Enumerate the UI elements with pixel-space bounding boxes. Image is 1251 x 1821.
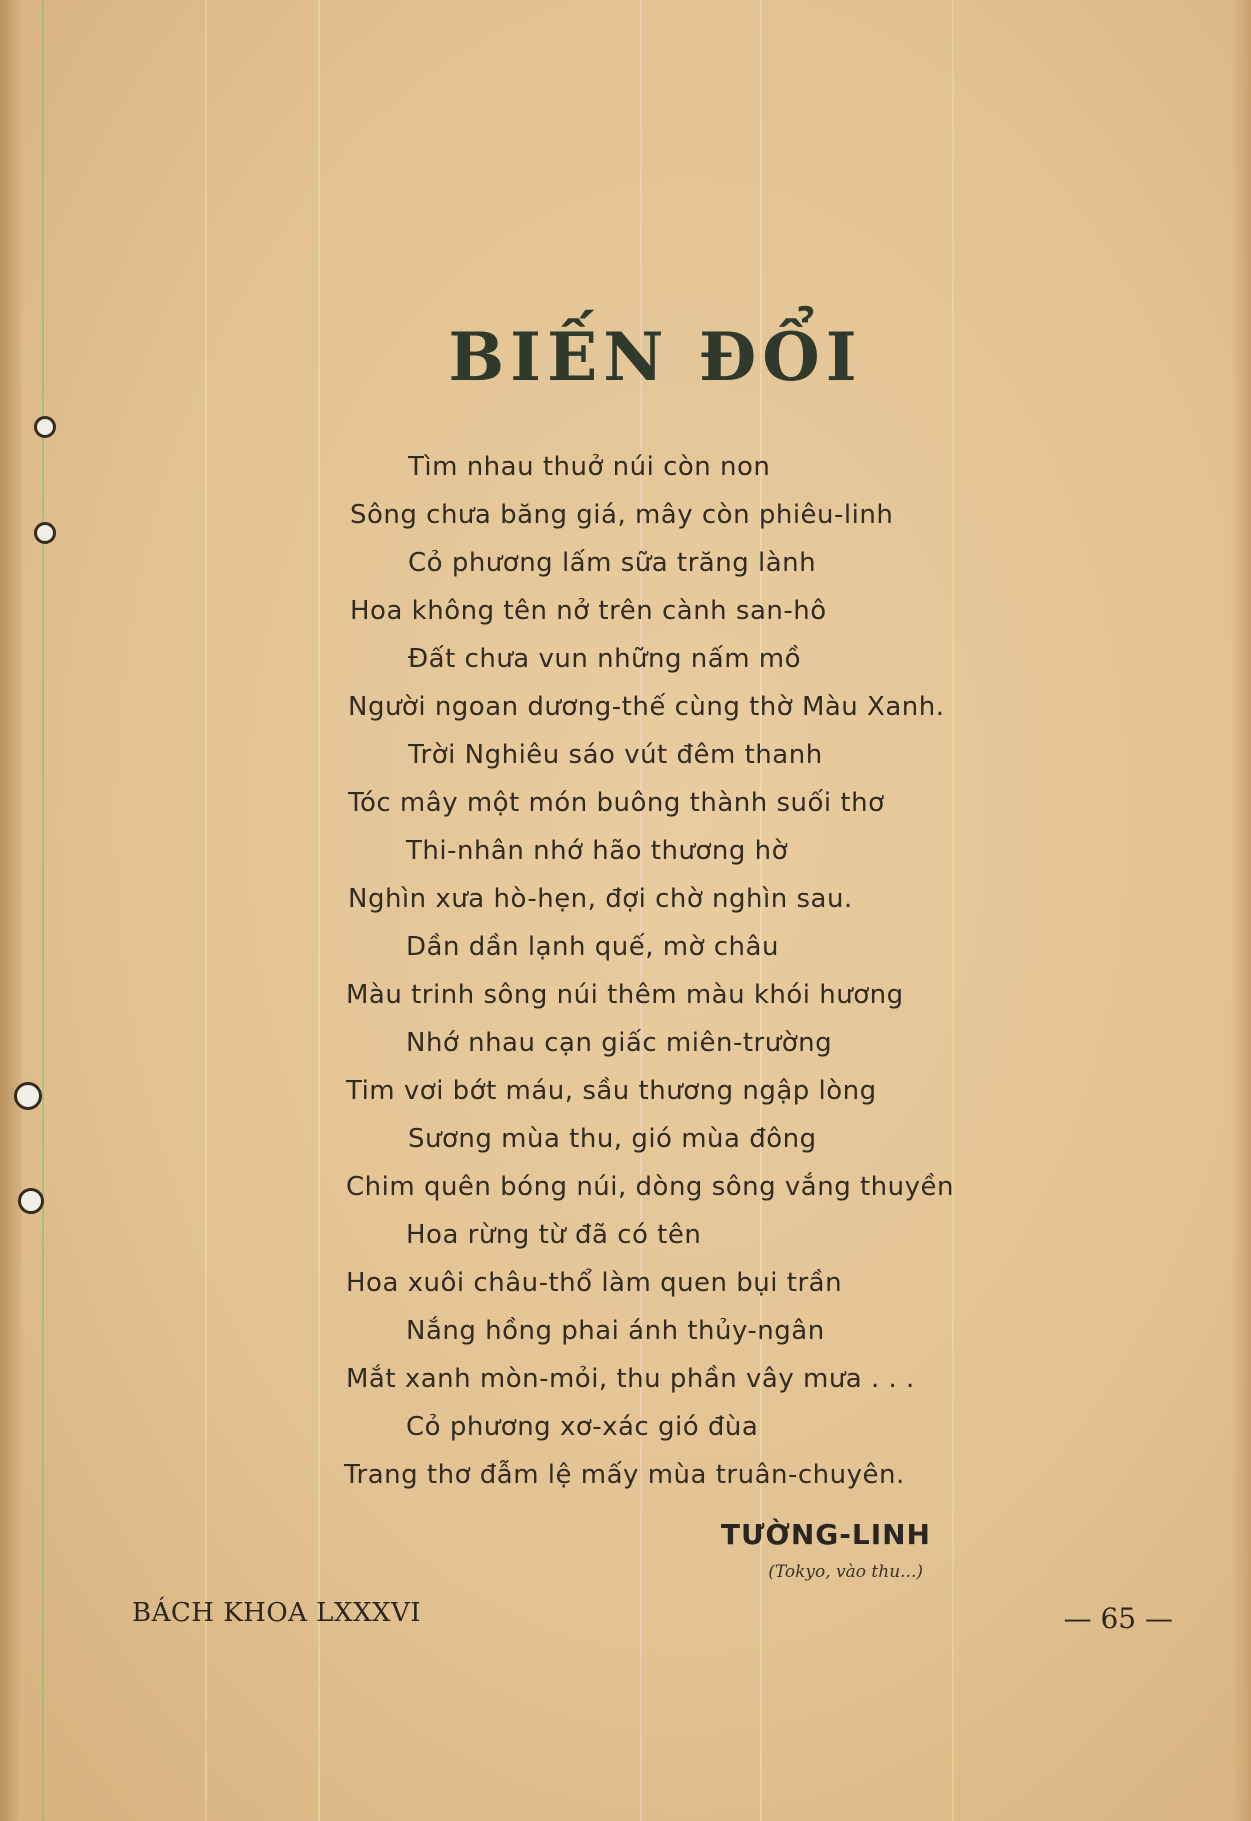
page-left-edge <box>0 0 22 1821</box>
poem-line: Trời Nghiêu sáo vút đêm thanh <box>408 740 823 770</box>
poem-line: Màu trinh sông núi thêm màu khói hương <box>346 980 904 1010</box>
page-number: — 65 — <box>1063 1602 1173 1635</box>
binding-hole <box>18 1188 44 1214</box>
place-note: (Tokyo, vào thu...) <box>768 1562 923 1582</box>
poem-line: Sương mùa thu, gió mùa đông <box>408 1124 817 1154</box>
poem-line: Thi-nhân nhớ hão thương hờ <box>406 836 789 866</box>
color-stripe <box>42 0 44 1821</box>
poem-line: Cỏ phương xơ-xác gió đùa <box>406 1412 759 1442</box>
color-stripe <box>205 0 207 1821</box>
poem-line: Sông chưa băng giá, mây còn phiêu-linh <box>350 500 894 530</box>
poem-author: TƯỜNG-LINH <box>720 1518 931 1551</box>
binding-hole <box>14 1082 42 1110</box>
binding-hole <box>34 416 56 438</box>
color-stripe <box>952 0 954 1821</box>
poem-line: Hoa không tên nở trên cành san-hô <box>350 596 827 626</box>
poem-line: Dần dần lạnh quế, mờ châu <box>406 932 779 962</box>
color-stripe <box>318 0 320 1821</box>
poem-line: Người ngoan dương-thế cùng thờ Màu Xanh. <box>348 692 945 722</box>
poem-line: Chim quên bóng núi, dòng sông vắng thuyền <box>346 1172 954 1202</box>
poem-line: Cỏ phương lấm sữa trăng lành <box>408 548 817 578</box>
poem-line: Hoa xuôi châu-thổ làm quen bụi trần <box>346 1268 843 1298</box>
poem-line: Trang thơ đẫm lệ mấy mùa truân-chuyên. <box>344 1460 905 1490</box>
poem-line: Tìm nhau thuở núi còn non <box>408 452 771 482</box>
journal-footer: BÁCH KHOA LXXXVI <box>132 1598 422 1628</box>
page-right-edge <box>1231 0 1251 1821</box>
poem-line: Mắt xanh mòn-mỏi, thu phần vây mưa . . . <box>346 1364 915 1394</box>
poem-line: Tim vơi bớt máu, sầu thương ngập lòng <box>346 1076 877 1106</box>
poem-line: Đất chưa vun những nấm mồ <box>408 644 802 674</box>
poem-line: Nắng hồng phai ánh thủy-ngân <box>406 1316 825 1346</box>
poem-line: Nghìn xưa hò-hẹn, đợi chờ nghìn sau. <box>348 884 853 914</box>
poem-title: BIẾN ĐỔI <box>448 318 863 396</box>
poem-line: Hoa rừng từ đã có tên <box>406 1220 702 1250</box>
binding-hole <box>34 522 56 544</box>
poem-line: Nhớ nhau cạn giấc miên-trường <box>406 1028 833 1058</box>
poem-line: Tóc mây một món buông thành suối thơ <box>348 788 885 818</box>
